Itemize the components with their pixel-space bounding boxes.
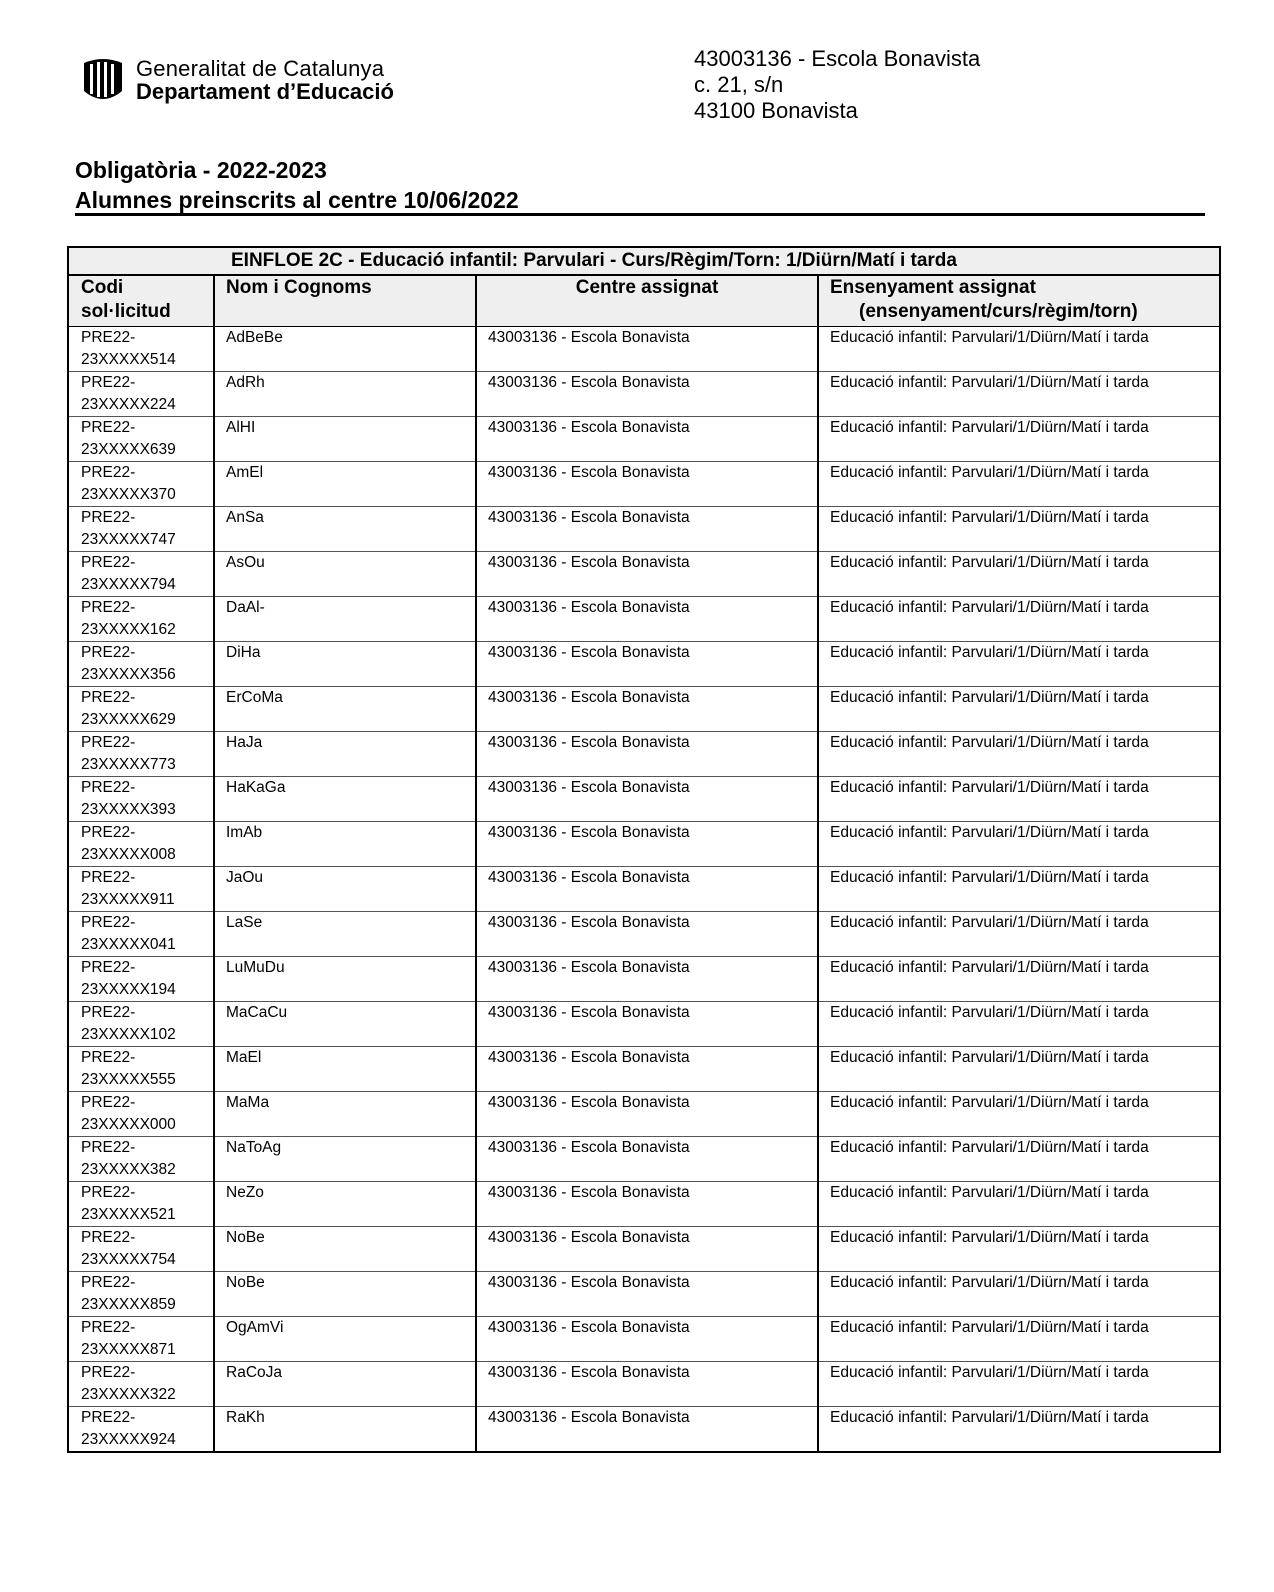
cell-name: RaKh xyxy=(214,1407,476,1453)
cell-code-prefix: PRE22- xyxy=(81,1094,136,1111)
cell-code xyxy=(68,957,214,1002)
cell-code-number: 23XXXXX194 xyxy=(81,981,176,998)
cell-teaching: Educació infantil: Parvulari/1/Diürn/Matí i tarda xyxy=(818,912,1220,957)
address-school-name: 43003136 - Escola Bonavista xyxy=(694,46,981,71)
cell-centre: 43003136 - Escola Bonavista xyxy=(476,1272,818,1317)
cell-code-number: 23XXXXX859 xyxy=(81,1296,176,1313)
address-city: 43100 Bonavista xyxy=(694,98,858,123)
cell-code-number: 23XXXXX370 xyxy=(81,486,176,503)
header-code-line2: sol·licitud xyxy=(81,301,171,322)
cell-code-prefix: PRE22- xyxy=(81,644,136,661)
column-header-row xyxy=(68,275,1220,327)
cell-code xyxy=(68,507,214,552)
generalitat-logo xyxy=(80,57,394,103)
cell-name: AsOu xyxy=(214,552,476,597)
table-row xyxy=(68,1407,1220,1453)
cell-teaching: Educació infantil: Parvulari/1/Diürn/Matí i tarda xyxy=(818,1227,1220,1272)
title-course-year: Obligatòria - 2022-2023 xyxy=(75,157,327,183)
cell-code-number: 23XXXXX747 xyxy=(81,531,176,548)
cell-teaching: Educació infantil: Parvulari/1/Diürn/Matí i tarda xyxy=(818,642,1220,687)
cell-code xyxy=(68,822,214,867)
cell-code xyxy=(68,642,214,687)
cell-teaching: Educació infantil: Parvulari/1/Diürn/Matí i tarda xyxy=(818,507,1220,552)
cell-code-prefix: PRE22- xyxy=(81,599,136,616)
table-row xyxy=(68,732,1220,777)
cell-teaching: Educació infantil: Parvulari/1/Diürn/Matí i tarda xyxy=(818,1317,1220,1362)
cell-code-prefix: PRE22- xyxy=(81,509,136,526)
cell-centre: 43003136 - Escola Bonavista xyxy=(476,822,818,867)
cell-centre: 43003136 - Escola Bonavista xyxy=(476,462,818,507)
cell-code-prefix: PRE22- xyxy=(81,824,136,841)
cell-code-number: 23XXXXX041 xyxy=(81,936,176,953)
cell-centre: 43003136 - Escola Bonavista xyxy=(476,642,818,687)
cell-code-prefix: PRE22- xyxy=(81,689,136,706)
cell-code-prefix: PRE22- xyxy=(81,1229,136,1246)
cell-teaching: Educació infantil: Parvulari/1/Diürn/Matí i tarda xyxy=(818,1002,1220,1047)
cell-code-number: 23XXXXX521 xyxy=(81,1206,176,1223)
cell-code-prefix: PRE22- xyxy=(81,374,136,391)
table-row xyxy=(68,507,1220,552)
cell-code-number: 23XXXXX871 xyxy=(81,1341,176,1358)
table-row xyxy=(68,957,1220,1002)
cell-teaching: Educació infantil: Parvulari/1/Diürn/Matí i tarda xyxy=(818,552,1220,597)
cell-name: AlHI xyxy=(214,417,476,462)
cell-code-number: 23XXXXX224 xyxy=(81,396,176,413)
cell-centre: 43003136 - Escola Bonavista xyxy=(476,1092,818,1137)
cell-teaching: Educació infantil: Parvulari/1/Diürn/Matí i tarda xyxy=(818,867,1220,912)
cell-name: NeZo xyxy=(214,1182,476,1227)
cell-code xyxy=(68,1137,214,1182)
cell-teaching: Educació infantil: Parvulari/1/Diürn/Matí i tarda xyxy=(818,417,1220,462)
cell-code xyxy=(68,1002,214,1047)
cell-code xyxy=(68,1092,214,1137)
table-row xyxy=(68,912,1220,957)
cell-code-prefix: PRE22- xyxy=(81,329,136,346)
cell-code xyxy=(68,777,214,822)
cell-name: OgAmVi xyxy=(214,1317,476,1362)
cell-code-number: 23XXXXX008 xyxy=(81,846,176,863)
cell-code xyxy=(68,732,214,777)
cell-centre: 43003136 - Escola Bonavista xyxy=(476,327,818,372)
cell-centre: 43003136 - Escola Bonavista xyxy=(476,1182,818,1227)
document-title xyxy=(75,155,519,215)
cell-centre: 43003136 - Escola Bonavista xyxy=(476,507,818,552)
header-code-line1: Codi xyxy=(81,277,124,298)
table-row xyxy=(68,327,1220,372)
cell-code-prefix: PRE22- xyxy=(81,869,136,886)
cell-teaching: Educació infantil: Parvulari/1/Diürn/Matí i tarda xyxy=(818,732,1220,777)
cell-teaching: Educació infantil: Parvulari/1/Diürn/Matí i tarda xyxy=(818,462,1220,507)
cell-code-number: 23XXXXX629 xyxy=(81,711,176,728)
table-row xyxy=(68,1182,1220,1227)
cell-centre: 43003136 - Escola Bonavista xyxy=(476,552,818,597)
header-code xyxy=(68,275,214,327)
cell-code-number: 23XXXXX911 xyxy=(81,891,175,908)
cell-code-prefix: PRE22- xyxy=(81,914,136,931)
table-row xyxy=(68,1362,1220,1407)
cell-name: RaCoJa xyxy=(214,1362,476,1407)
cell-code-prefix: PRE22- xyxy=(81,1139,136,1156)
cell-code-prefix: PRE22- xyxy=(81,419,136,436)
cell-code-number: 23XXXXX555 xyxy=(81,1071,176,1088)
cell-code-prefix: PRE22- xyxy=(81,1409,136,1426)
table-row xyxy=(68,1317,1220,1362)
cell-centre: 43003136 - Escola Bonavista xyxy=(476,867,818,912)
cell-code-number: 23XXXXX000 xyxy=(81,1116,176,1133)
table-row xyxy=(68,1092,1220,1137)
cell-code xyxy=(68,327,214,372)
cell-name: MaEl xyxy=(214,1047,476,1092)
cell-code xyxy=(68,1227,214,1272)
table-row xyxy=(68,1137,1220,1182)
cell-centre: 43003136 - Escola Bonavista xyxy=(476,1227,818,1272)
cell-teaching: Educació infantil: Parvulari/1/Diürn/Matí i tarda xyxy=(818,1092,1220,1137)
cell-code-prefix: PRE22- xyxy=(81,554,136,571)
cell-centre: 43003136 - Escola Bonavista xyxy=(476,777,818,822)
header-teaching xyxy=(818,275,1220,327)
cell-code-prefix: PRE22- xyxy=(81,1004,136,1021)
cell-centre: 43003136 - Escola Bonavista xyxy=(476,957,818,1002)
cell-centre: 43003136 - Escola Bonavista xyxy=(476,1317,818,1362)
cell-name: DiHa xyxy=(214,642,476,687)
cell-name: AdRh xyxy=(214,372,476,417)
table-row xyxy=(68,822,1220,867)
cell-code xyxy=(68,1407,214,1453)
cell-name: HaKaGa xyxy=(214,777,476,822)
cell-code xyxy=(68,1317,214,1362)
cell-code-prefix: PRE22- xyxy=(81,1274,136,1291)
cell-code xyxy=(68,867,214,912)
cell-name: AnSa xyxy=(214,507,476,552)
cell-centre: 43003136 - Escola Bonavista xyxy=(476,372,818,417)
table-row xyxy=(68,1002,1220,1047)
cell-name: LaSe xyxy=(214,912,476,957)
cell-centre: 43003136 - Escola Bonavista xyxy=(476,1407,818,1453)
cell-centre: 43003136 - Escola Bonavista xyxy=(476,912,818,957)
cell-code-number: 23XXXXX356 xyxy=(81,666,176,683)
cell-centre: 43003136 - Escola Bonavista xyxy=(476,732,818,777)
cell-code-prefix: PRE22- xyxy=(81,779,136,796)
table-row xyxy=(68,552,1220,597)
cell-name: ErCoMa xyxy=(214,687,476,732)
cell-code-number: 23XXXXX102 xyxy=(81,1026,176,1043)
cell-teaching: Educació infantil: Parvulari/1/Diürn/Matí i tarda xyxy=(818,1272,1220,1317)
cell-teaching: Educació infantil: Parvulari/1/Diürn/Matí i tarda xyxy=(818,777,1220,822)
cell-centre: 43003136 - Escola Bonavista xyxy=(476,1002,818,1047)
cell-code-number: 23XXXXX322 xyxy=(81,1386,176,1403)
cell-code xyxy=(68,1362,214,1407)
header-centre: Centre assignat xyxy=(476,275,818,327)
cell-teaching: Educació infantil: Parvulari/1/Diürn/Matí i tarda xyxy=(818,822,1220,867)
cell-teaching: Educació infantil: Parvulari/1/Diürn/Matí i tarda xyxy=(818,1182,1220,1227)
cell-code xyxy=(68,417,214,462)
students-table xyxy=(67,246,1221,1453)
header-teaching-line1: Ensenyament assignat xyxy=(830,277,1036,298)
school-address xyxy=(694,46,980,124)
cell-name: NoBe xyxy=(214,1227,476,1272)
cell-code-number: 23XXXXX773 xyxy=(81,756,176,773)
cell-teaching: Educació infantil: Parvulari/1/Diürn/Matí i tarda xyxy=(818,327,1220,372)
table-row xyxy=(68,867,1220,912)
cell-code-prefix: PRE22- xyxy=(81,734,136,751)
cell-code xyxy=(68,372,214,417)
header-name: Nom i Cognoms xyxy=(214,275,476,327)
cell-teaching: Educació infantil: Parvulari/1/Diürn/Matí i tarda xyxy=(818,1407,1220,1453)
title-list-date: Alumnes preinscrits al centre 10/06/2022 xyxy=(75,187,519,213)
cell-code-prefix: PRE22- xyxy=(81,464,136,481)
table-row xyxy=(68,372,1220,417)
cell-code-number: 23XXXXX754 xyxy=(81,1251,176,1268)
cell-name: NoBe xyxy=(214,1272,476,1317)
cell-teaching: Educació infantil: Parvulari/1/Diürn/Matí i tarda xyxy=(818,1047,1220,1092)
cell-code xyxy=(68,462,214,507)
cell-code-number: 23XXXXX924 xyxy=(81,1431,176,1448)
generalitat-emblem-icon xyxy=(80,57,126,103)
group-header xyxy=(68,247,1220,275)
cell-name: NaToAg xyxy=(214,1137,476,1182)
logo-generalitat-text: Generalitat de Catalunya xyxy=(136,55,385,81)
cell-code xyxy=(68,687,214,732)
cell-code-number: 23XXXXX393 xyxy=(81,801,176,818)
cell-centre: 43003136 - Escola Bonavista xyxy=(476,687,818,732)
cell-teaching: Educació infantil: Parvulari/1/Diürn/Matí i tarda xyxy=(818,1137,1220,1182)
cell-code xyxy=(68,552,214,597)
cell-teaching: Educació infantil: Parvulari/1/Diürn/Matí i tarda xyxy=(818,1362,1220,1407)
cell-code-prefix: PRE22- xyxy=(81,1049,136,1066)
cell-name: AdBeBe xyxy=(214,327,476,372)
table-row xyxy=(68,1047,1220,1092)
cell-code-prefix: PRE22- xyxy=(81,1319,136,1336)
table-row xyxy=(68,462,1220,507)
cell-code-number: 23XXXXX794 xyxy=(81,576,176,593)
cell-code xyxy=(68,597,214,642)
group-header-text: EINFLOE 2C - Educació infantil: Parvulari - Curs/Règim/Torn: 1/Diürn/Matí i tarda xyxy=(231,250,957,271)
address-street: c. 21, s/n xyxy=(694,72,784,97)
cell-centre: 43003136 - Escola Bonavista xyxy=(476,1047,818,1092)
table-row xyxy=(68,1227,1220,1272)
cell-name: LuMuDu xyxy=(214,957,476,1002)
cell-name: MaMa xyxy=(214,1092,476,1137)
table-row xyxy=(68,642,1220,687)
cell-code-number: 23XXXXX639 xyxy=(81,441,176,458)
cell-teaching: Educació infantil: Parvulari/1/Diürn/Matí i tarda xyxy=(818,957,1220,1002)
cell-name: AmEl xyxy=(214,462,476,507)
cell-centre: 43003136 - Escola Bonavista xyxy=(476,597,818,642)
cell-teaching: Educació infantil: Parvulari/1/Diürn/Matí i tarda xyxy=(818,597,1220,642)
cell-centre: 43003136 - Escola Bonavista xyxy=(476,417,818,462)
cell-code xyxy=(68,912,214,957)
cell-code-prefix: PRE22- xyxy=(81,1184,136,1201)
cell-code xyxy=(68,1182,214,1227)
table-row xyxy=(68,777,1220,822)
cell-code-prefix: PRE22- xyxy=(81,959,136,976)
table-body xyxy=(68,327,1220,1453)
cell-code xyxy=(68,1047,214,1092)
table-row xyxy=(68,417,1220,462)
logo-department-text: Departament d’Educació xyxy=(136,78,394,104)
cell-code-number: 23XXXXX162 xyxy=(81,621,176,638)
table-row xyxy=(68,687,1220,732)
table-row xyxy=(68,1272,1220,1317)
cell-code-prefix: PRE22- xyxy=(81,1364,136,1381)
cell-name: MaCaCu xyxy=(214,1002,476,1047)
cell-centre: 43003136 - Escola Bonavista xyxy=(476,1362,818,1407)
cell-name: JaOu xyxy=(214,867,476,912)
header-teaching-line2: (ensenyament/curs/règim/torn) xyxy=(859,301,1138,322)
cell-name: DaAl- xyxy=(214,597,476,642)
cell-name: ImAb xyxy=(214,822,476,867)
table-row xyxy=(68,597,1220,642)
cell-teaching: Educació infantil: Parvulari/1/Diürn/Matí i tarda xyxy=(818,687,1220,732)
cell-code-number: 23XXXXX514 xyxy=(81,351,176,368)
cell-name: HaJa xyxy=(214,732,476,777)
cell-centre: 43003136 - Escola Bonavista xyxy=(476,1137,818,1182)
cell-code xyxy=(68,1272,214,1317)
cell-code-number: 23XXXXX382 xyxy=(81,1161,176,1178)
title-divider xyxy=(75,213,1205,216)
cell-teaching: Educació infantil: Parvulari/1/Diürn/Matí i tarda xyxy=(818,372,1220,417)
